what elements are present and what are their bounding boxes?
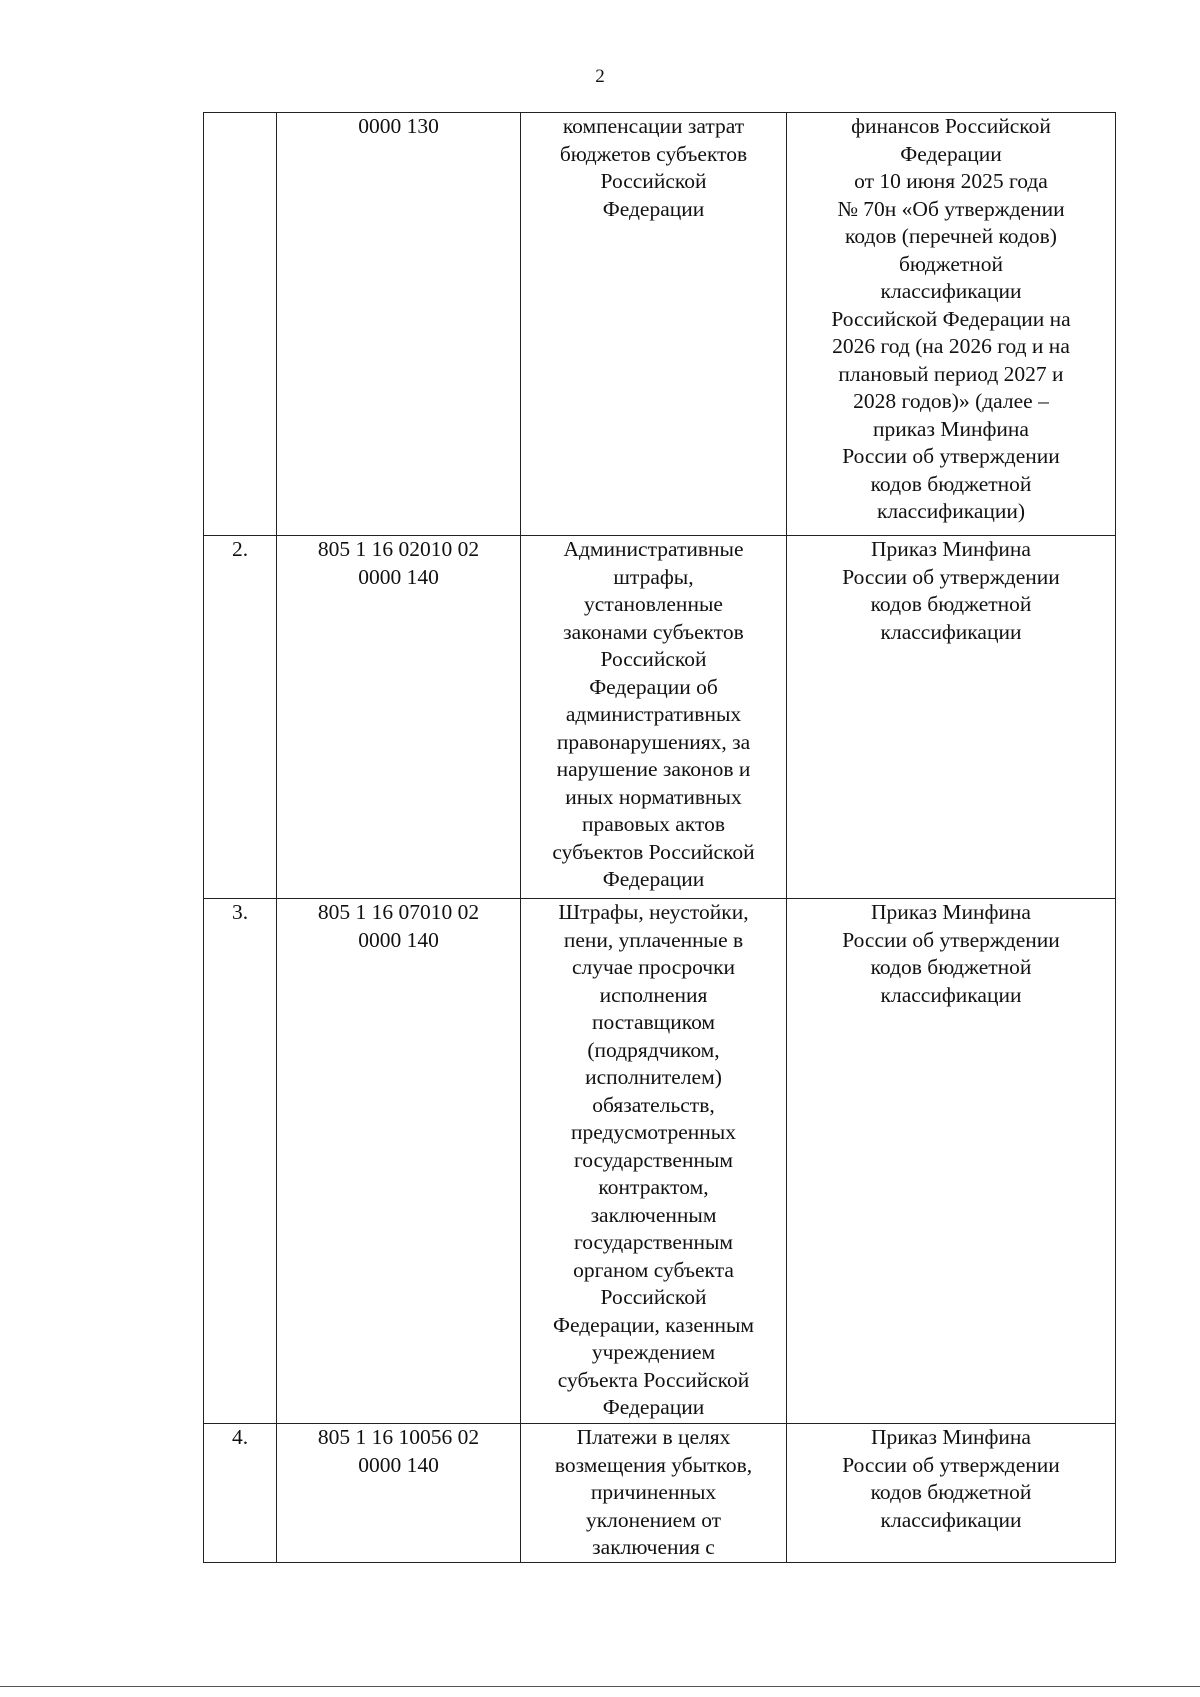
row-number-cell: 2. bbox=[204, 536, 277, 899]
budget-code-cell: 805 1 16 02010 02 0000 140 bbox=[277, 536, 521, 899]
row-number-cell: 4. bbox=[204, 1424, 277, 1563]
legal-basis-cell: Приказ Минфина России об утверждении кодов бюджетной классификации bbox=[787, 536, 1116, 899]
revenue-name-cell: Штрафы, неустойки, пени, уплаченные в случае просрочки исполнения поставщиком (подрядчиком, исполнителем) обязательств, предусмотренных государственным контрактом, заключенным государственным органом субъекта Российской Федерации, казенным учреждением субъекта Российской Федерации bbox=[521, 899, 787, 1424]
revenue-name-cell: Административные штрафы, установленные законами субъектов Российской Федерации об административных правонарушениях, за нарушение законов и иных нормативных правовых актов субъектов Российской Федерации bbox=[521, 536, 787, 899]
budget-codes-table bbox=[203, 112, 1116, 1563]
row-number-cell: 3. bbox=[204, 899, 277, 1424]
budget-code-cell: 805 1 16 10056 02 0000 140 bbox=[277, 1424, 521, 1563]
page-bottom-rule bbox=[0, 1686, 1200, 1687]
revenue-name-cell: компенсации затрат бюджетов субъектов Российской Федерации bbox=[521, 113, 787, 536]
budget-code-cell: 805 1 16 07010 02 0000 140 bbox=[277, 899, 521, 1424]
table-row bbox=[204, 899, 1116, 1424]
page-number: 2 bbox=[595, 66, 605, 87]
table-row bbox=[204, 536, 1116, 899]
table-row bbox=[204, 113, 1116, 536]
revenue-name-cell: Платежи в целях возмещения убытков, причиненных уклонением от заключения с bbox=[521, 1424, 787, 1563]
table-row bbox=[204, 1424, 1116, 1563]
legal-basis-cell: Приказ Минфина России об утверждении кодов бюджетной классификации bbox=[787, 899, 1116, 1424]
legal-basis-cell: Приказ Минфина России об утверждении кодов бюджетной классификации bbox=[787, 1424, 1116, 1563]
row-number-cell bbox=[204, 113, 277, 536]
budget-code-cell: 0000 130 bbox=[277, 113, 521, 536]
legal-basis-cell: финансов Российской Федерации от 10 июня 2025 года № 70н «Об утверждении кодов (перечней кодов) бюджетной классификации Российской Федерации на 2026 год (на 2026 год и на плановый период 2027 и 2028 годов)» (далее – приказ Минфина России об утверждении кодов бюджетной классификации) bbox=[787, 113, 1116, 536]
